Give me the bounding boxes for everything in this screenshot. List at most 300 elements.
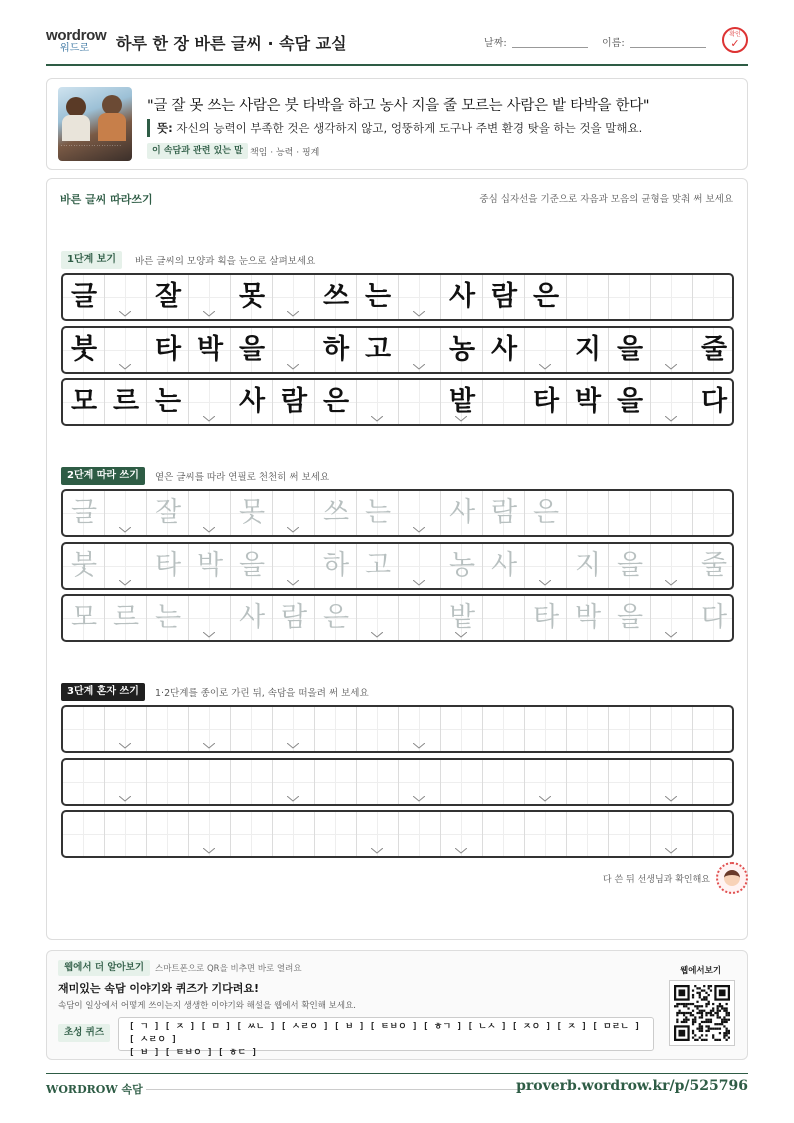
example-row-1	[61, 273, 734, 321]
step1-description: 바른 글씨의 모양과 획을 눈으로 살펴보세요	[135, 256, 316, 267]
footer-divider	[146, 1089, 536, 1090]
space-mark-icon	[413, 311, 425, 317]
grid-cell	[231, 380, 273, 424]
proverb-illustration: · · · · · · · · · · · · · · · · · · · · · · · ·	[58, 87, 132, 161]
grid-cell[interactable]	[315, 707, 357, 751]
space-mark-icon	[665, 848, 677, 854]
grid-char: 은	[532, 281, 560, 312]
trace-row-2[interactable]	[61, 542, 734, 590]
space-mark-icon	[287, 743, 299, 749]
grid-cell	[231, 328, 273, 372]
grid-char: 지	[574, 334, 602, 365]
grid-cell[interactable]	[399, 544, 441, 588]
grid-char: 람	[490, 281, 518, 312]
grid-cell[interactable]	[147, 707, 189, 751]
grid-cell	[609, 328, 651, 372]
grid-cell[interactable]	[483, 760, 525, 804]
grid-cell[interactable]	[357, 596, 399, 640]
web-badge: 웹에서 더 알아보기	[58, 960, 150, 976]
step3-badge: 3단계 혼자 쓰기	[61, 683, 145, 701]
section-hint: 중심 십자선을 기준으로 자음과 모음의 균형을 맞춰 써 보세요	[479, 194, 733, 205]
space-mark-icon	[371, 632, 383, 638]
grid-char	[399, 380, 441, 424]
grid-char: 박	[196, 550, 224, 581]
space-mark-icon	[203, 527, 215, 533]
grid-char	[483, 380, 525, 424]
space-mark-icon	[413, 364, 425, 370]
grid-cell	[525, 328, 567, 372]
grid-cell[interactable]	[693, 812, 734, 856]
grid-char: 을	[616, 386, 644, 417]
grid-cell[interactable]	[63, 491, 105, 535]
space-mark-icon	[203, 416, 215, 422]
grid-cell	[693, 328, 734, 372]
grid-char: 줄	[700, 550, 728, 581]
grid-cell	[189, 275, 231, 319]
grid-char: 을	[238, 550, 266, 581]
grid-char: 람	[490, 497, 518, 528]
space-mark-icon	[119, 364, 131, 370]
grid-char: 잘	[154, 281, 182, 312]
grid-cell	[609, 380, 651, 424]
space-mark-icon	[539, 580, 551, 586]
grid-char: 는	[364, 497, 392, 528]
grid-cell	[483, 275, 525, 319]
grid-cell[interactable]	[315, 812, 357, 856]
space-mark-icon	[455, 416, 467, 422]
grid-cell[interactable]	[105, 491, 147, 535]
step2-description: 옅은 글씨를 따라 연필로 천천히 써 보세요	[155, 472, 330, 483]
grid-cell[interactable]	[609, 707, 651, 751]
grid-cell[interactable]	[105, 596, 147, 640]
grid-cell	[357, 380, 399, 424]
grid-char: 람	[280, 386, 308, 417]
grid-char	[567, 275, 609, 319]
grid-cell[interactable]	[189, 596, 231, 640]
grid-char: 을	[616, 602, 644, 633]
grid-cell[interactable]	[609, 596, 651, 640]
grid-cell[interactable]	[357, 760, 399, 804]
grid-cell[interactable]	[399, 760, 441, 804]
grid-cell[interactable]	[399, 596, 441, 640]
space-mark-icon	[119, 580, 131, 586]
grid-char: 을	[238, 334, 266, 365]
grid-cell[interactable]	[567, 707, 609, 751]
space-mark-icon	[287, 364, 299, 370]
grid-cell[interactable]	[609, 544, 651, 588]
proverb-card	[46, 78, 748, 170]
example-row-2	[61, 326, 734, 374]
grid-cell[interactable]	[63, 544, 105, 588]
grid-cell[interactable]	[525, 707, 567, 751]
grid-char: 사	[238, 602, 266, 633]
space-mark-icon	[203, 743, 215, 749]
grid-char: 고	[364, 334, 392, 365]
grid-char: 모	[70, 602, 98, 633]
grid-cell	[357, 275, 399, 319]
grid-char: 글	[70, 497, 98, 528]
teacher-check-note: 다 쓴 뒤 선생님과 확인해요	[603, 862, 748, 894]
grid-cell	[567, 380, 609, 424]
space-mark-icon	[413, 527, 425, 533]
grid-char	[609, 491, 651, 535]
free-row-1[interactable]	[61, 705, 734, 753]
step1-badge: 1단계 보기	[61, 251, 122, 269]
grid-cell	[147, 380, 189, 424]
proverb-text: "글 잘 못 쓰는 사람은 붓 타박을 하고 농사 지을 줄 모르는 사람은 밭 타박을 한다"	[147, 98, 650, 114]
grid-cell[interactable]	[567, 760, 609, 804]
grid-cell[interactable]	[147, 812, 189, 856]
grid-cell[interactable]	[609, 491, 651, 535]
grid-cell	[231, 275, 273, 319]
grid-cell[interactable]	[63, 707, 105, 751]
grid-cell[interactable]	[63, 812, 105, 856]
grid-char: 타	[532, 602, 560, 633]
page-footer	[46, 1073, 748, 1103]
grid-char: 모	[70, 386, 98, 417]
grid-cell[interactable]	[357, 544, 399, 588]
grid-cell	[273, 328, 315, 372]
grid-cell[interactable]	[315, 596, 357, 640]
grid-cell[interactable]	[441, 707, 483, 751]
grid-cell[interactable]	[483, 596, 525, 640]
space-mark-icon	[539, 364, 551, 370]
space-mark-icon	[371, 416, 383, 422]
grid-cell[interactable]	[651, 596, 693, 640]
grid-char	[399, 596, 441, 640]
grid-cell[interactable]	[567, 596, 609, 640]
chosung-quiz-box: [ ㄱ ] [ ㅈ ] [ ㅁ ] [ ㅆㄴ ] [ ㅅㄹㅇ ] [ ㅂ ] [ ㅌㅂㅇ ] [ ㅎㄱ ] [ ㄴㅅ ] [ ㅈㅇ ] [ ㅈ ] [ ㅁㄹㄴ ] [ ㅅㄹㅇ ] [ ㅂ ] [ ㅌㅂㅇ ] [ ㅎㄷ ]	[118, 1017, 654, 1051]
grid-cell[interactable]	[315, 544, 357, 588]
grid-char: 은	[532, 497, 560, 528]
grid-cell[interactable]	[651, 491, 693, 535]
teacher-stamp-icon	[716, 862, 748, 894]
grid-cell[interactable]	[273, 707, 315, 751]
space-mark-icon	[119, 311, 131, 317]
grid-cell[interactable]	[147, 596, 189, 640]
grid-cell[interactable]	[357, 491, 399, 535]
grid-cell	[651, 275, 693, 319]
space-mark-icon	[539, 796, 551, 802]
space-mark-icon	[287, 311, 299, 317]
confirm-stamp-icon: 확인 ✓	[722, 27, 748, 53]
related-label-badge: 이 속담과 관련 있는 말	[147, 143, 248, 159]
grid-cell	[693, 380, 734, 424]
grid-char: 르	[112, 386, 140, 417]
trace-row-3[interactable]	[61, 594, 734, 642]
grid-char: 박	[574, 602, 602, 633]
footer-brand: WORDROW 속담	[46, 1083, 143, 1096]
space-mark-icon	[413, 580, 425, 586]
space-mark-icon	[413, 796, 425, 802]
grid-cell	[399, 275, 441, 319]
grid-cell	[651, 328, 693, 372]
grid-cell	[147, 275, 189, 319]
grid-cell	[651, 380, 693, 424]
grid-cell	[273, 275, 315, 319]
grid-cell[interactable]	[105, 544, 147, 588]
grid-cell[interactable]	[399, 707, 441, 751]
grid-cell[interactable]	[441, 544, 483, 588]
grid-cell	[357, 328, 399, 372]
grid-char: 타	[154, 334, 182, 365]
grid-char	[609, 275, 651, 319]
grid-char: 밭	[448, 386, 476, 417]
grid-char: 을	[616, 550, 644, 581]
grid-cell[interactable]	[693, 544, 734, 588]
grid-cell[interactable]	[609, 760, 651, 804]
grid-char: 르	[112, 602, 140, 633]
space-mark-icon	[455, 632, 467, 638]
grid-char: 쓰	[322, 497, 350, 528]
grid-char: 은	[322, 386, 350, 417]
grid-cell[interactable]	[231, 760, 273, 804]
grid-char: 붓	[70, 550, 98, 581]
grid-cell[interactable]	[441, 760, 483, 804]
grid-char: 하	[322, 550, 350, 581]
grid-cell[interactable]	[273, 544, 315, 588]
grid-cell	[105, 328, 147, 372]
grid-cell[interactable]	[105, 707, 147, 751]
grid-cell[interactable]	[567, 812, 609, 856]
grid-cell[interactable]	[651, 812, 693, 856]
grid-cell[interactable]	[693, 596, 734, 640]
web-title: 재미있는 속담 이야기와 퀴즈가 기다려요!	[58, 982, 259, 995]
check-icon: ✓	[730, 37, 740, 50]
grid-cell	[273, 380, 315, 424]
grid-cell[interactable]	[693, 760, 734, 804]
grid-cell[interactable]	[483, 491, 525, 535]
grid-cell[interactable]	[693, 707, 734, 751]
grid-char: 못	[238, 281, 266, 312]
grid-cell[interactable]	[609, 812, 651, 856]
grid-cell[interactable]	[315, 491, 357, 535]
grid-cell[interactable]	[441, 596, 483, 640]
grid-cell	[63, 328, 105, 372]
space-mark-icon	[665, 364, 677, 370]
space-mark-icon	[287, 527, 299, 533]
grid-cell	[525, 275, 567, 319]
grid-cell[interactable]	[525, 760, 567, 804]
space-mark-icon	[287, 796, 299, 802]
step2-badge: 2단계 따라 쓰기	[61, 467, 145, 485]
grid-char: 사	[490, 550, 518, 581]
grid-cell[interactable]	[231, 491, 273, 535]
grid-cell	[399, 328, 441, 372]
trace-row-1[interactable]	[61, 489, 734, 537]
page-title: 하루 한 장 바른 글씨 · 속담 교실	[116, 34, 347, 53]
wordrow-logo: wordrow 워드로	[46, 27, 107, 54]
grid-cell[interactable]	[189, 491, 231, 535]
grid-cell[interactable]	[231, 707, 273, 751]
grid-char: 박	[574, 386, 602, 417]
space-mark-icon	[287, 580, 299, 586]
grid-cell[interactable]	[231, 596, 273, 640]
grid-cell[interactable]	[189, 812, 231, 856]
grid-cell	[63, 275, 105, 319]
grid-char: 타	[532, 386, 560, 417]
grid-char: 을	[616, 334, 644, 365]
free-row-2[interactable]	[61, 758, 734, 806]
grid-cell[interactable]	[63, 596, 105, 640]
space-mark-icon	[371, 848, 383, 854]
grid-cell	[147, 328, 189, 372]
grid-char	[651, 491, 693, 535]
qr-code-icon[interactable]	[669, 980, 735, 1046]
grid-cell[interactable]	[147, 544, 189, 588]
grid-cell[interactable]	[525, 491, 567, 535]
space-mark-icon	[203, 632, 215, 638]
date-label: 날짜:	[484, 38, 507, 49]
grid-char: 다	[700, 386, 728, 417]
grid-cell[interactable]	[483, 707, 525, 751]
grid-cell[interactable]	[651, 760, 693, 804]
space-mark-icon	[455, 848, 467, 854]
grid-char: 사	[238, 386, 266, 417]
grid-cell[interactable]	[483, 812, 525, 856]
grid-cell[interactable]	[147, 491, 189, 535]
grid-cell	[63, 380, 105, 424]
grid-cell[interactable]	[483, 544, 525, 588]
grid-cell	[399, 380, 441, 424]
writing-practice-section	[46, 178, 748, 940]
grid-char: 는	[154, 386, 182, 417]
grid-cell[interactable]	[147, 760, 189, 804]
free-row-3[interactable]	[61, 810, 734, 858]
grid-cell[interactable]	[357, 707, 399, 751]
grid-cell	[189, 380, 231, 424]
grid-char: 는	[364, 281, 392, 312]
proverb-meaning: 뜻: 자신의 능력이 부족한 것은 생각하지 않고, 엉뚱하게 도구나 주변 환경 탓을 하는 것을 말해요.	[147, 119, 642, 137]
grid-cell	[609, 275, 651, 319]
grid-cell[interactable]	[189, 707, 231, 751]
grid-char: 람	[280, 602, 308, 633]
grid-char	[483, 596, 525, 640]
grid-char: 타	[154, 550, 182, 581]
name-label: 이름:	[602, 38, 625, 49]
grid-cell	[483, 380, 525, 424]
grid-char: 못	[238, 497, 266, 528]
space-mark-icon	[203, 848, 215, 854]
grid-cell	[441, 275, 483, 319]
grid-cell	[441, 380, 483, 424]
grid-cell[interactable]	[273, 491, 315, 535]
related-words: 책임 · 능력 · 핑계	[250, 148, 320, 158]
grid-char: 잘	[154, 497, 182, 528]
space-mark-icon	[413, 743, 425, 749]
grid-char: 지	[574, 550, 602, 581]
grid-cell[interactable]	[525, 596, 567, 640]
quiz-label: 초성 퀴즈	[58, 1024, 110, 1042]
grid-cell	[105, 275, 147, 319]
qr-label: 웹에서보기	[680, 966, 722, 976]
grid-char: 쓰	[322, 281, 350, 312]
space-mark-icon	[119, 796, 131, 802]
space-mark-icon	[665, 580, 677, 586]
space-mark-icon	[203, 311, 215, 317]
step3-description: 1·2단계를 종이로 가린 뒤, 속담을 떠올려 써 보세요	[155, 688, 369, 699]
web-info-card	[46, 950, 748, 1060]
grid-char: 하	[322, 334, 350, 365]
grid-char: 줄	[700, 334, 728, 365]
grid-cell[interactable]	[651, 707, 693, 751]
grid-cell[interactable]	[273, 596, 315, 640]
grid-cell[interactable]	[189, 760, 231, 804]
grid-cell[interactable]	[441, 491, 483, 535]
grid-cell[interactable]	[441, 812, 483, 856]
section-title: 바른 글씨 따라쓰기	[60, 193, 153, 206]
grid-cell	[483, 328, 525, 372]
grid-cell[interactable]	[693, 491, 734, 535]
grid-cell[interactable]	[231, 544, 273, 588]
grid-cell[interactable]	[525, 544, 567, 588]
grid-char: 농	[448, 334, 476, 365]
grid-char: 붓	[70, 334, 98, 365]
grid-cell[interactable]	[273, 760, 315, 804]
grid-char: 는	[154, 602, 182, 633]
grid-cell[interactable]	[651, 544, 693, 588]
grid-cell[interactable]	[567, 491, 609, 535]
grid-char: 박	[196, 334, 224, 365]
grid-cell	[567, 275, 609, 319]
grid-cell	[525, 380, 567, 424]
name-field[interactable]	[630, 47, 706, 48]
grid-cell	[105, 380, 147, 424]
grid-char: 사	[448, 497, 476, 528]
grid-cell[interactable]	[399, 812, 441, 856]
space-mark-icon	[665, 416, 677, 422]
grid-cell[interactable]	[525, 812, 567, 856]
grid-cell[interactable]	[189, 544, 231, 588]
example-row-3	[61, 378, 734, 426]
grid-cell[interactable]	[399, 491, 441, 535]
space-mark-icon	[665, 632, 677, 638]
grid-char: 은	[322, 602, 350, 633]
grid-char: 농	[448, 550, 476, 581]
grid-char: 글	[70, 281, 98, 312]
space-mark-icon	[119, 743, 131, 749]
grid-char: 밭	[448, 602, 476, 633]
grid-cell	[315, 328, 357, 372]
date-field[interactable]	[512, 47, 588, 48]
grid-cell[interactable]	[357, 812, 399, 856]
grid-char: 사	[490, 334, 518, 365]
grid-char: 다	[700, 602, 728, 633]
grid-cell	[441, 328, 483, 372]
grid-cell[interactable]	[273, 812, 315, 856]
grid-char	[567, 491, 609, 535]
grid-char	[693, 275, 734, 319]
grid-cell[interactable]	[63, 760, 105, 804]
grid-cell[interactable]	[105, 760, 147, 804]
space-mark-icon	[119, 527, 131, 533]
grid-cell	[189, 328, 231, 372]
grid-char	[693, 491, 734, 535]
grid-cell	[567, 328, 609, 372]
grid-cell[interactable]	[231, 812, 273, 856]
grid-char: 고	[364, 550, 392, 581]
grid-cell[interactable]	[105, 812, 147, 856]
grid-char: 사	[448, 281, 476, 312]
footer-url[interactable]: proverb.wordrow.kr/p/525796	[516, 1078, 748, 1094]
grid-cell	[315, 275, 357, 319]
grid-cell[interactable]	[567, 544, 609, 588]
grid-char	[651, 275, 693, 319]
web-hint: 스마트폰으로 QR을 비추면 바로 열려요	[155, 964, 302, 974]
grid-cell[interactable]	[315, 760, 357, 804]
page-header	[46, 22, 748, 66]
grid-cell	[693, 275, 734, 319]
